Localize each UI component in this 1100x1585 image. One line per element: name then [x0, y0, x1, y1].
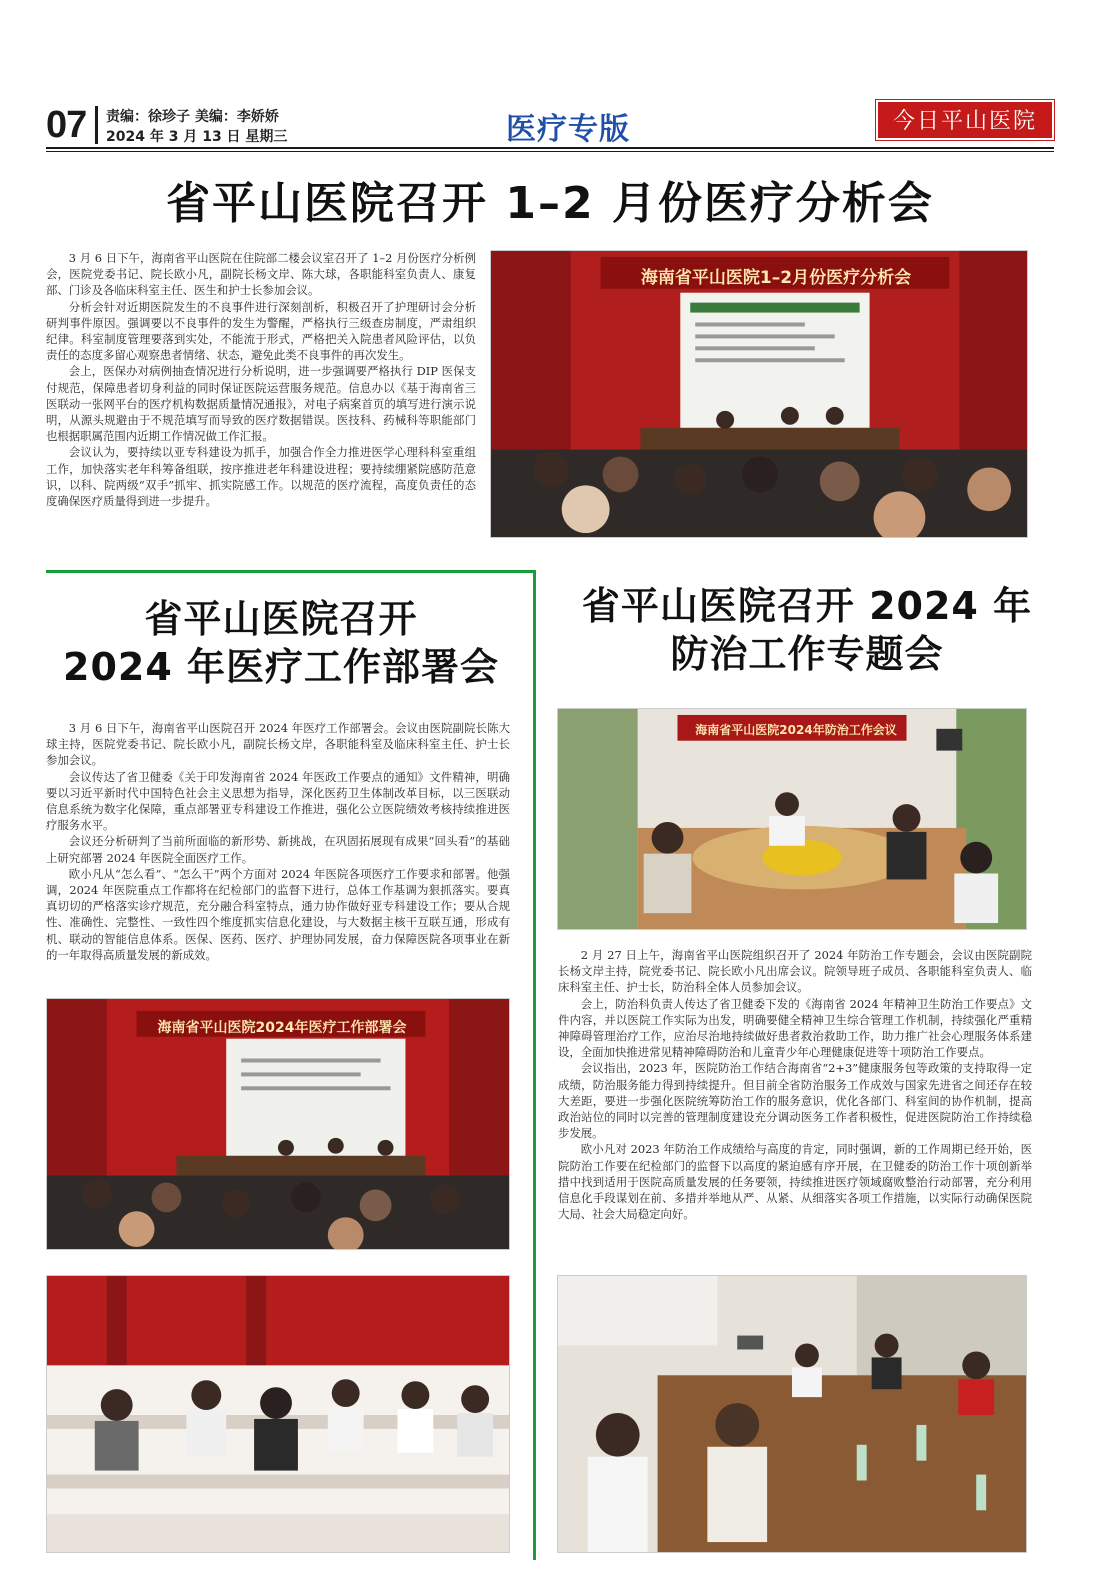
- article2-meeting-photo: [46, 998, 510, 1250]
- article1-paragraph: 3 月 6 日下午，海南省平山医院在住院部二楼会议室召开了 1–2 月份医疗分析例会，医院党委书记、院长欧小凡，副院长杨文岸、陈大球，各职能科室负责人、康复部、门诊及各临床科室主任、医生和护士长参加会议。: [46, 251, 476, 298]
- article3-headline: [560, 583, 1054, 678]
- article1-paragraph: 会议认为，要持续以亚专科建设为抓手，加强合作全力推进医学心理科科室重组工作，加快落实老年科筹备组联，按序推进老年科建设进程；要持续绷紧院感防范意识，以科、院两级“双手”抓牢、抓实院感工作。以规范的医疗流程，高度负责任的态度确保医疗质量得到进一步提升。: [46, 445, 476, 509]
- page-number: 07: [46, 104, 87, 146]
- article3-paragraph: 欧小凡对 2023 年防治工作成绩给与高度的肯定，同时强调，新的工作周期已经开始，医院防治工作要在纪检部门的监督下以高度的紧迫感有序开展，在卫健委的防治工作十项创新举措中找到适用于医院高质量发展的任务要领，持续推进医疗领域腐败整治行动部署，充分利用信息化手段谋划在前、多措并举地从严、从紧、从细落实各项工作措施，以实际行动确保医院大局、社会大局稳定向好。: [558, 1142, 1032, 1222]
- column-divider-horizontal: [46, 570, 535, 573]
- article1-headline: 省平山医院召开 1–2 月份医疗分析会: [166, 178, 934, 229]
- article3-meeting-photo: [557, 708, 1027, 930]
- article1-photo-banner: 海南省平山医院1–2月份医疗分析会: [640, 268, 912, 288]
- article3-headline-line1: 省平山医院召开 2024 年: [581, 584, 1033, 628]
- article2-headline-line1: 省平山医院召开: [144, 597, 418, 641]
- article2-paragraph: 会议还分析研判了当前所面临的新形势、新挑战，在巩固拓展现有成果“回头看”的基础上研究部署 2024 年医院全面医疗工作。: [46, 834, 510, 865]
- article3-headline-line2: 防治工作专题会: [670, 631, 944, 676]
- article1-meeting-photo: [490, 250, 1028, 538]
- section-title: 医疗专版: [506, 112, 630, 147]
- article2-headline: [46, 596, 516, 691]
- article2-photo-banner: 海南省平山医院2024年医疗工作部署会: [157, 1020, 407, 1036]
- issue-date: 2024 年 3 月 13 日 星期三: [106, 129, 288, 145]
- masthead-rule: [46, 147, 1054, 149]
- newspaper-brand: 今日平山医院: [876, 100, 1054, 140]
- page-number-divider: [95, 106, 98, 144]
- article2-headline-line2: 2024 年医疗工作部署会: [63, 644, 499, 689]
- article1-body: [46, 250, 476, 509]
- article2-body: [46, 720, 510, 963]
- editor-credits: 责编：徐珍子 美编：李娇娇: [106, 109, 279, 125]
- article3-attendees-photo: [557, 1275, 1027, 1553]
- article2-paragraph: 会议传达了省卫健委《关于印发海南省 2024 年医政工作要点的通知》文件精神，明确要以习近平新时代中国特色社会主义思想为指导，深化医药卫生体制改革目标，以三医联动信息系统为数字化保障，重点部署亚专科建设工作推进，强化公立医院绩效考核持续推进医疗服务水平。: [46, 769, 510, 833]
- article3-paragraph: 会议指出，2023 年，医院防治工作结合海南省“2+3”健康服务包等政策的支持取得一定成绩，防治服务能力得到持续提升。但目前全省防治服务工作成效与国家先进省之间还存在较大差距，要进一步强化医院统筹防治工作的服务意识，优化各部门、科室间的协作机制，提高政治站位的同时以完善的管理制度建设充分调动医务工作者积极性，促进医院防治工作持续稳步发展。: [558, 1061, 1032, 1141]
- article3-body: [558, 947, 1032, 1222]
- column-divider-vertical: [533, 570, 536, 1560]
- article1-paragraph: 会上，医保办对病例抽查情况进行分析说明，进一步强调要严格执行 DIP 医保支付规范，保障患者切身利益的同时保证医院运营服务规范。信息办以《基于海南省三医联动一张网平台的医疗机构数据质量情况通报》，对电子病案首页的填写进行演示说明，从源头规避由于不规范填写而导致的医疗数据错误。医技科、药械科等职能部门也根据职属范围内近期工作情况做工作汇报。: [46, 364, 476, 444]
- article2-paragraph: 欧小凡从“怎么看”、“怎么干”两个方面对 2024 年医院各项医疗工作要求和部署。他强调，2024 年医院重点工作都将在纪检部门的监督下进行，总体工作基调为狠抓落实。要真真切切的严格落实诊疗规范，充分融合科室特点，通力协作做好亚专科建设工作；要从合规性、准确性、完整性、一致性四个维度抓实信息化建设，与大数据主核干互联互通，形成有机、联动的智能信息体系。医保、医药、医疗、护理协同发展，奋力保障医院各项事业在新的一年取得高质量发展的新成效。: [46, 866, 510, 962]
- article2-attendees-photo: [46, 1275, 510, 1553]
- article1-paragraph: 分析会针对近期医院发生的不良事件进行深刻剖析，积极召开了护理研讨会分析研判事件原因。强调要以不良事件的发生为警醒，严格执行三级查房制度，严肃组织纪律。科室制度管理要落到实处，不能流于形式，严格把关入院患者风险评估，以负责任的态度多留心观察患者情绪、状态，避免此类不良事件的再次发生。: [46, 299, 476, 363]
- article2-paragraph: 3 月 6 日下午，海南省平山医院召开 2024 年医疗工作部署会。会议由医院副院长陈大球主持，医院党委书记、院长欧小凡，副院长杨文岸，各职能科室及临床科室主任、护士长参加会议。: [46, 721, 510, 768]
- masthead-rule-thin: [46, 151, 1054, 152]
- article3-photo-banner: 海南省平山医院2024年防治工作会议: [695, 723, 897, 737]
- article3-paragraph: 会上，防治科负责人传达了省卫健委下发的《海南省 2024 年精神卫生防治工作要点》文件内容，并以医院工作实际为出发，明确要健全精神卫生综合管理工作机制，持续强化严重精神障碍管理治疗工作，应治尽治地持续做好患者救治救助工作，助力推广社会心理服务体系建设，全面加快推进常见精神障碍防治和儿童青少年心理健康促进等十项防治工作要点。: [558, 996, 1032, 1060]
- masthead: [46, 100, 1054, 148]
- article3-paragraph: 2 月 27 日上午，海南省平山医院组织召开了 2024 年防治工作专题会，会议由医院副院长杨文岸主持，院党委书记、院长欧小凡出席会议。院领导班子成员、各职能科室负责人、临床科室主任、护士长，防治科全体人员参加会议。: [558, 948, 1032, 995]
